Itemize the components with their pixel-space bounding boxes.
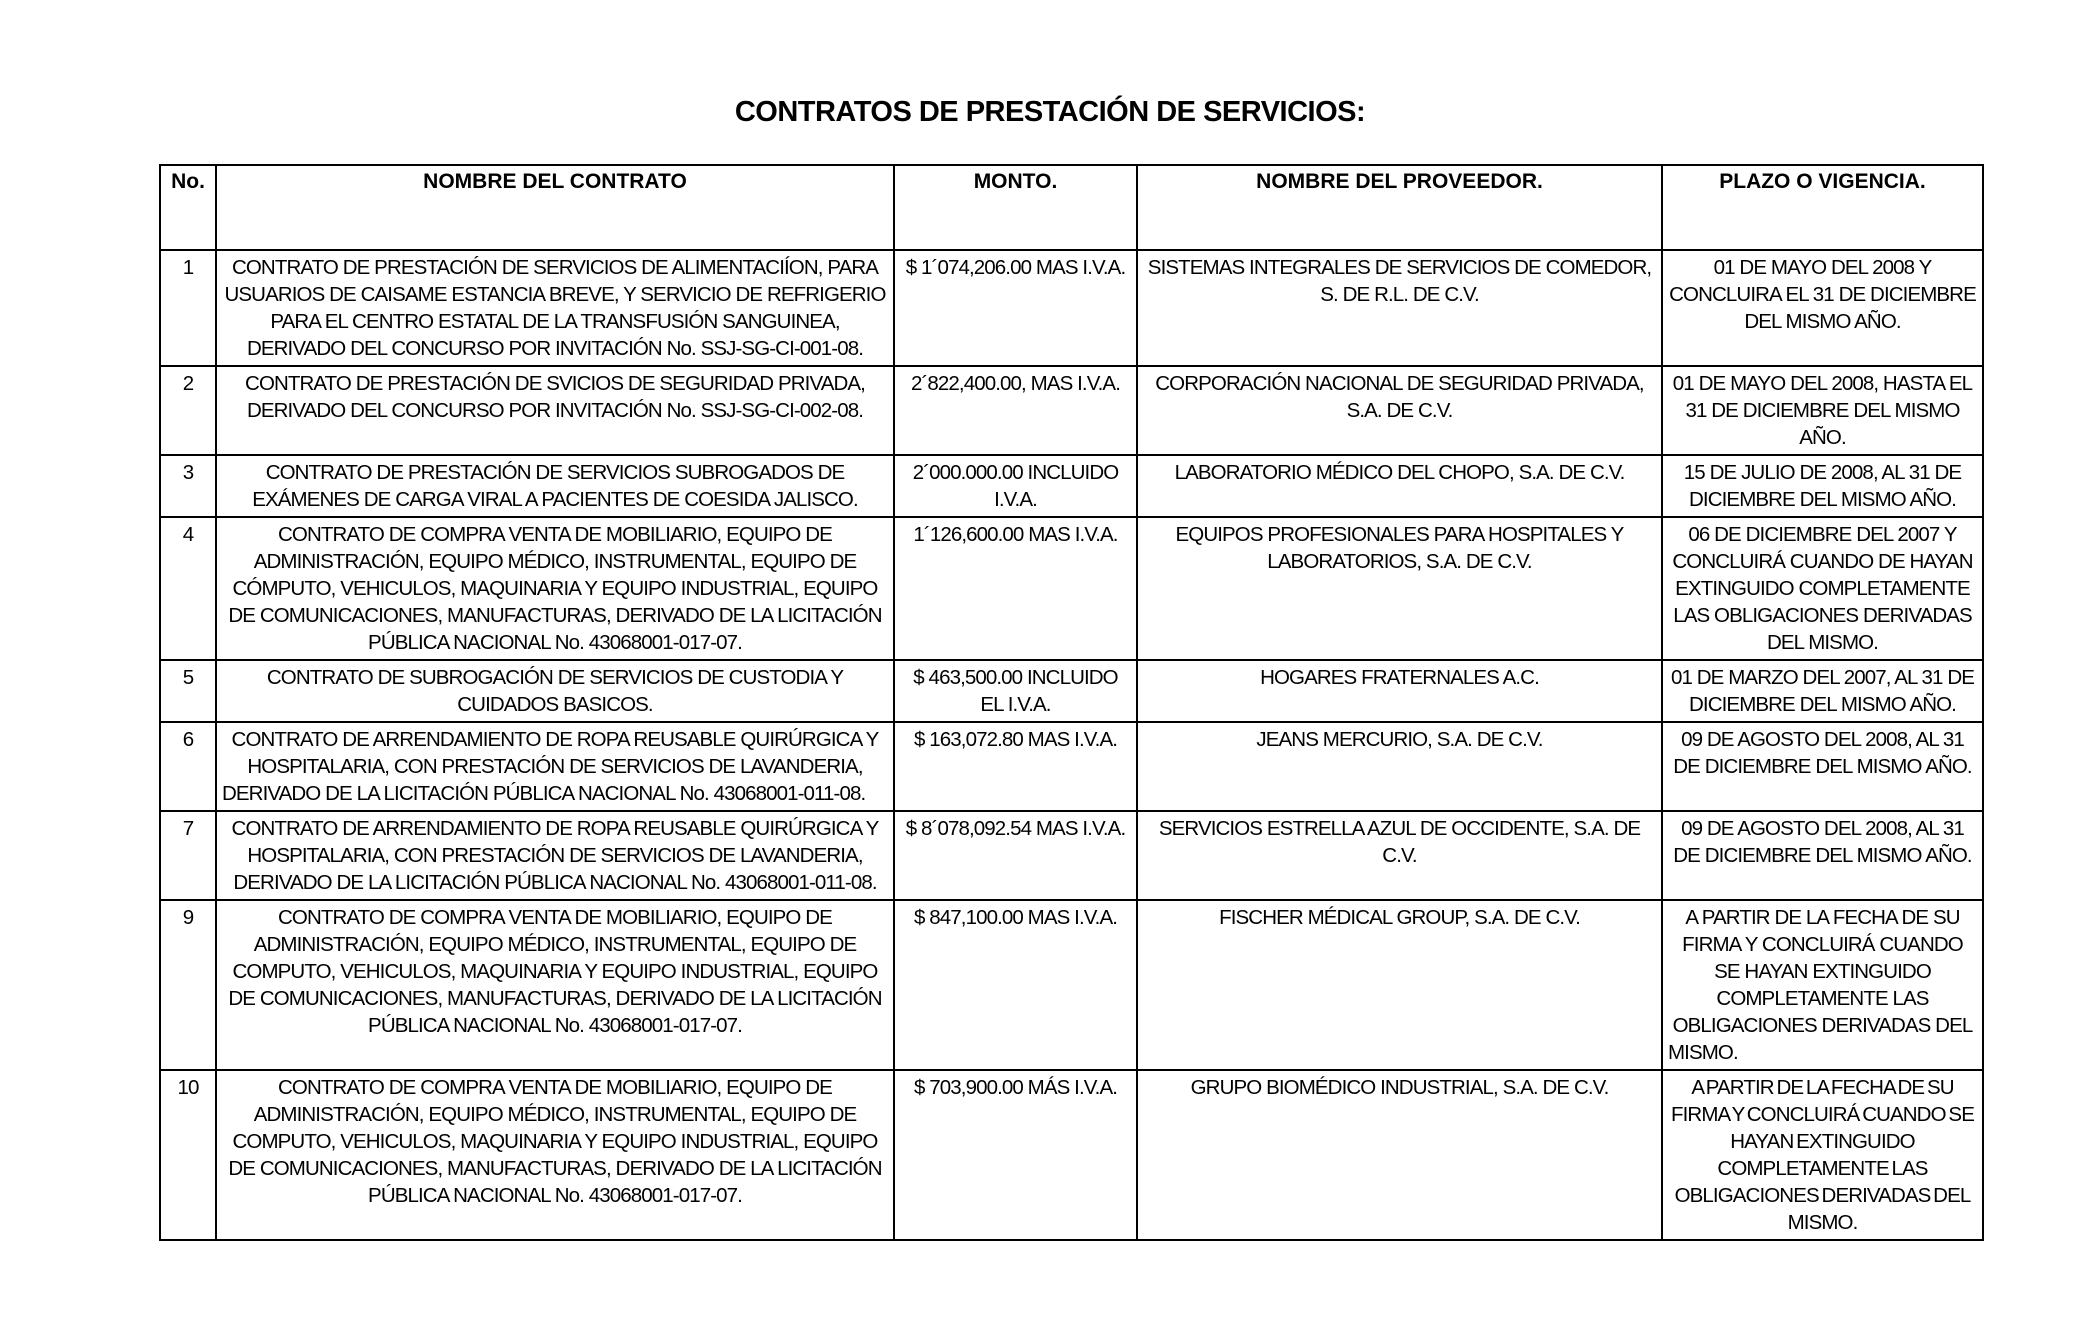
table-row [160, 517, 1983, 660]
header-proveedor: NOMBRE DEL PROVEEDOR. [1137, 165, 1662, 250]
cell-monto: 2´000.000.00 INCLUIDO I.V.A. [894, 455, 1137, 517]
cell-proveedor: SISTEMAS INTEGRALES DE SERVICIOS DE COMEDOR, S. DE R.L. DE C.V. [1137, 250, 1662, 366]
cell-proveedor: HOGARES FRATERNALES A.C. [1137, 660, 1662, 722]
table-row [160, 250, 1983, 366]
table-header-row [160, 165, 1983, 250]
cell-no: 9 [160, 900, 216, 1070]
cell-plazo: 15 DE JULIO DE 2008, AL 31 DE DICIEMBRE DEL MISMO AÑO. [1662, 455, 1983, 517]
cell-plazo: 06 DE DICIEMBRE DEL 2007 Y CONCLUIRÁ CUANDO DE HAYAN EXTINGUIDO COMPLETAMENTE LAS OBLIGACIONES DERIVADAS DEL MISMO. [1662, 517, 1983, 660]
cell-no: 2 [160, 366, 216, 455]
cell-monto: $ 1´074,206.00 MAS I.V.A. [894, 250, 1137, 366]
cell-no: 6 [160, 722, 216, 811]
cell-nombre: CONTRATO DE PRESTACIÓN DE SVICIOS DE SEGURIDAD PRIVADA, DERIVADO DEL CONCURSO POR INVITACIÓN No. SSJ-SG-CI-002-08. [216, 366, 894, 455]
contracts-table [159, 164, 1984, 1241]
cell-plazo: 01 DE MARZO DEL 2007, AL 31 DE DICIEMBRE DEL MISMO AÑO. [1662, 660, 1983, 722]
cell-nombre: CONTRATO DE PRESTACIÓN DE SERVICIOS DE ALIMENTACIÍON, PARA USUARIOS DE CAISAME ESTANCIA BREVE, Y SERVICIO DE REFRIGERIO PARA EL CENTRO ESTATAL DE LA TRANSFUSIÓN SANGUINEA, DERIVADO DEL CONCURSO POR INVITACIÓN No. SSJ-SG-CI-001-08. [216, 250, 894, 366]
table-row [160, 1070, 1983, 1240]
cell-nombre: CONTRATO DE COMPRA VENTA DE MOBILIARIO, EQUIPO DE ADMINISTRACIÓN, EQUIPO MÉDICO, INSTRUMENTAL, EQUIPO DE CÓMPUTO, VEHICULOS, MAQUINARIA Y EQUIPO INDUSTRIAL, EQUIPO DE COMUNICACIONES, MANUFACTURAS, DERIVADO DE LA LICITACIÓN PÚBLICA NACIONAL No. 43068001-017-07. [216, 517, 894, 660]
table-row [160, 811, 1983, 900]
cell-nombre: CONTRATO DE ARRENDAMIENTO DE ROPA REUSABLE QUIRÚRGICA Y HOSPITALARIA, CON PRESTACIÓN DE SERVICIOS DE LAVANDERIA, DERIVADO DE LA LICITACIÓN PÚBLICA NACIONAL No. 43068001-011-08. [216, 722, 894, 811]
header-no: No. [160, 165, 216, 250]
cell-proveedor: JEANS MERCURIO, S.A. DE C.V. [1137, 722, 1662, 811]
cell-monto: $ 8´078,092.54 MAS I.V.A. [894, 811, 1137, 900]
cell-proveedor: SERVICIOS ESTRELLA AZUL DE OCCIDENTE, S.A. DE C.V. [1137, 811, 1662, 900]
table-row [160, 722, 1983, 811]
table-row [160, 455, 1983, 517]
cell-no: 4 [160, 517, 216, 660]
cell-no: 3 [160, 455, 216, 517]
cell-plazo: A PARTIR DE LA FECHA DE SU FIRMA Y CONCLUIRÁ CUANDO SE HAYAN EXTINGUIDO COMPLETAMENTE LAS OBLIGACIONES DERIVADAS DEL MISMO. [1662, 900, 1983, 1070]
table-row [160, 900, 1983, 1070]
cell-proveedor: FISCHER MÉDICAL GROUP, S.A. DE C.V. [1137, 900, 1662, 1070]
cell-nombre: CONTRATO DE PRESTACIÓN DE SERVICIOS SUBROGADOS DE EXÁMENES DE CARGA VIRAL A PACIENTES DE COESIDA JALISCO. [216, 455, 894, 517]
cell-monto: $ 463,500.00 INCLUIDO EL I.V.A. [894, 660, 1137, 722]
table-row [160, 660, 1983, 722]
cell-proveedor: CORPORACIÓN NACIONAL DE SEGURIDAD PRIVADA, S.A. DE C.V. [1137, 366, 1662, 455]
cell-plazo: 09 DE AGOSTO DEL 2008, AL 31 DE DICIEMBRE DEL MISMO AÑO. [1662, 722, 1983, 811]
header-nombre-contrato: NOMBRE DEL CONTRATO [216, 165, 894, 250]
cell-plazo: A PARTIR DE LA FECHA DE SU FIRMA Y CONCLUIRÁ CUANDO SE HAYAN EXTINGUIDO COMPLETAMENTE LAS OBLIGACIONES DERIVADAS DEL MISMO. [1662, 1070, 1983, 1240]
cell-monto: $ 703,900.00 MÁS I.V.A. [894, 1070, 1137, 1240]
cell-no: 1 [160, 250, 216, 366]
cell-plazo: 01 DE MAYO DEL 2008, HASTA EL 31 DE DICIEMBRE DEL MISMO AÑO. [1662, 366, 1983, 455]
cell-monto: $ 163,072.80 MAS I.V.A. [894, 722, 1137, 811]
cell-monto: 2´822,400.00, MAS I.V.A. [894, 366, 1137, 455]
cell-proveedor: EQUIPOS PROFESIONALES PARA HOSPITALES Y LABORATORIOS, S.A. DE C.V. [1137, 517, 1662, 660]
cell-monto: $ 847,100.00 MAS I.V.A. [894, 900, 1137, 1070]
cell-nombre: CONTRATO DE COMPRA VENTA DE MOBILIARIO, EQUIPO DE ADMINISTRACIÓN, EQUIPO MÉDICO, INSTRUMENTAL, EQUIPO DE COMPUTO, VEHICULOS, MAQUINARIA Y EQUIPO INDUSTRIAL, EQUIPO DE COMUNICACIONES, MANUFACTURAS, DERIVADO DE LA LICITACIÓN PÚBLICA NACIONAL No. 43068001-017-07. [216, 1070, 894, 1240]
cell-plazo: 01 DE MAYO DEL 2008 Y CONCLUIRA EL 31 DE DICIEMBRE DEL MISMO AÑO. [1662, 250, 1983, 366]
cell-proveedor: GRUPO BIOMÉDICO INDUSTRIAL, S.A. DE C.V. [1137, 1070, 1662, 1240]
table-row [160, 366, 1983, 455]
cell-nombre: CONTRATO DE ARRENDAMIENTO DE ROPA REUSABLE QUIRÚRGICA Y HOSPITALARIA, CON PRESTACIÓN DE SERVICIOS DE LAVANDERIA, DERIVADO DE LA LICITACIÓN PÚBLICA NACIONAL No. 43068001-011-08. [216, 811, 894, 900]
cell-no: 10 [160, 1070, 216, 1240]
header-plazo: PLAZO O VIGENCIA. [1662, 165, 1983, 250]
cell-no: 7 [160, 811, 216, 900]
page-title: CONTRATOS DE PRESTACIÓN DE SERVICIOS: [734, 96, 1366, 128]
cell-monto: 1´126,600.00 MAS I.V.A. [894, 517, 1137, 660]
cell-no: 5 [160, 660, 216, 722]
cell-nombre: CONTRATO DE COMPRA VENTA DE MOBILIARIO, EQUIPO DE ADMINISTRACIÓN, EQUIPO MÉDICO, INSTRUMENTAL, EQUIPO DE COMPUTO, VEHICULOS, MAQUINARIA Y EQUIPO INDUSTRIAL, EQUIPO DE COMUNICACIONES, MANUFACTURAS, DERIVADO DE LA LICITACIÓN PÚBLICA NACIONAL No. 43068001-017-07. [216, 900, 894, 1070]
cell-nombre: CONTRATO DE SUBROGACIÓN DE SERVICIOS DE CUSTODIA Y CUIDADOS BASICOS. [216, 660, 894, 722]
cell-proveedor: LABORATORIO MÉDICO DEL CHOPO, S.A. DE C.V. [1137, 455, 1662, 517]
header-monto: MONTO. [894, 165, 1137, 250]
cell-plazo: 09 DE AGOSTO DEL 2008, AL 31 DE DICIEMBRE DEL MISMO AÑO. [1662, 811, 1983, 900]
